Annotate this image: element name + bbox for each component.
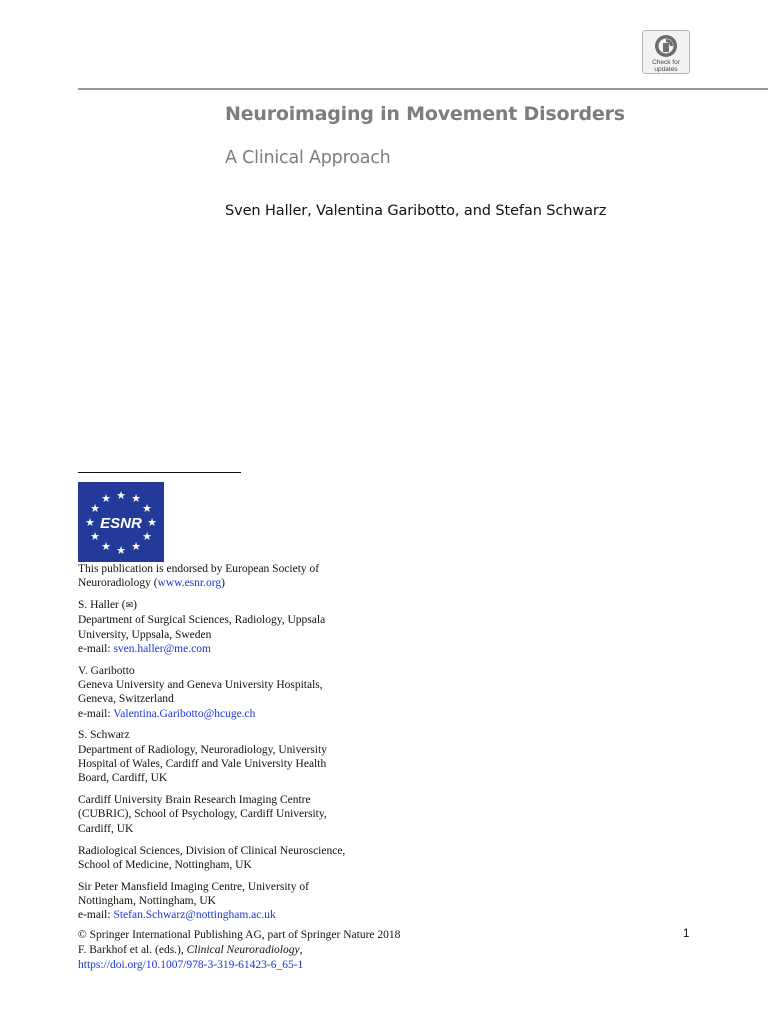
- svg-text:★: ★: [101, 492, 111, 505]
- affiliation-line: Geneva University and Geneva University Hospitals,: [78, 679, 323, 692]
- chapter-subtitle: A Clinical Approach: [225, 148, 391, 168]
- svg-text:★: ★: [116, 544, 126, 557]
- affiliation-line: Board, Cardiff, UK: [78, 772, 168, 785]
- footnote-rule: [78, 472, 241, 473]
- publication-footer: [78, 928, 698, 973]
- esnr-website-link[interactable]: www.esnr.org: [157, 577, 222, 590]
- email-link-schwarz[interactable]: Stefan.Schwarz@nottingham.ac.uk: [113, 909, 276, 922]
- affiliation-mansfield: [78, 880, 408, 923]
- svg-text:★: ★: [142, 530, 152, 543]
- envelope-icon: ✉: [125, 601, 134, 612]
- affiliation-line: Geneva, Switzerland: [78, 693, 174, 706]
- endorsement-line-2: Neuroradiology (www.esnr.org): [78, 577, 225, 590]
- email-link-garibotto[interactable]: Valentina.Garibotto@hcuge.ch: [113, 707, 256, 720]
- affiliation-name: S. Haller (✉): [78, 599, 137, 612]
- svg-text:★: ★: [101, 540, 111, 553]
- affiliation-haller: [78, 598, 408, 656]
- copyright-line: © Springer International Publishing AG, part of Springer Nature 2018: [78, 929, 401, 941]
- affiliation-email: e-mail: sven.haller@me.com: [78, 642, 211, 655]
- chapter-title: Neuroimaging in Movement Disorders: [225, 103, 625, 125]
- chapter-authors: Sven Haller, Valentina Garibotto, and Stefan Schwarz: [225, 203, 607, 219]
- book-title: Clinical Neuroradiology: [186, 944, 300, 956]
- svg-text:★: ★: [90, 530, 100, 543]
- check-for-updates-badge[interactable]: [642, 30, 690, 74]
- svg-text:★: ★: [131, 492, 141, 505]
- endorsement-note: [78, 562, 408, 591]
- svg-text:★: ★: [116, 489, 126, 502]
- check-for-updates-label: Check for updates: [652, 59, 680, 73]
- email-link-haller[interactable]: sven.haller@me.com: [113, 642, 211, 655]
- affiliation-line: Sir Peter Mansfield Imaging Centre, University of: [78, 880, 309, 893]
- affiliation-email: e-mail: Valentina.Garibotto@hcuge.ch: [78, 707, 256, 720]
- svg-text:★: ★: [90, 502, 100, 515]
- affiliation-line: University, Uppsala, Sweden: [78, 628, 212, 641]
- svg-text:★: ★: [85, 516, 95, 529]
- affiliation-name: V. Garibotto: [78, 664, 135, 677]
- header-rule: [78, 88, 768, 90]
- affiliation-line: Department of Surgical Sciences, Radiology, Uppsala: [78, 614, 326, 627]
- affiliation-garibotto: [78, 664, 408, 721]
- affiliation-nottingham-radiology: [78, 844, 408, 873]
- check-for-updates-icon: [653, 34, 679, 58]
- doi-link[interactable]: https://doi.org/10.1007/978-3-319-61423-6_65-1: [78, 959, 304, 971]
- affiliation-name: S. Schwarz: [78, 729, 130, 742]
- affiliation-schwarz: [78, 728, 408, 785]
- citation-line: F. Barkhof et al. (eds.), Clinical Neuroradiology,: [78, 944, 303, 956]
- esnr-logo-wordmark: ESNR: [100, 515, 142, 532]
- page-number: 1: [683, 928, 690, 940]
- affiliation-line: Cardiff, UK: [78, 822, 134, 835]
- affiliation-email: e-mail: Stefan.Schwarz@nottingham.ac.uk: [78, 909, 276, 922]
- svg-text:★: ★: [147, 516, 157, 529]
- footnotes: [78, 562, 408, 930]
- affiliation-cubric: [78, 793, 408, 836]
- svg-text:★: ★: [131, 540, 141, 553]
- affiliation-line: Nottingham, Nottingham, UK: [78, 894, 216, 907]
- affiliation-line: Radiological Sciences, Division of Clinical Neuroscience,: [78, 844, 346, 857]
- svg-text:★: ★: [142, 502, 152, 515]
- endorsement-line: This publication is endorsed by European Society of: [78, 563, 320, 575]
- affiliation-line: Hospital of Wales, Cardiff and Vale University Health: [78, 758, 327, 771]
- esnr-logo: [78, 482, 164, 562]
- affiliation-line: Department of Radiology, Neuroradiology, University: [78, 743, 327, 756]
- affiliation-line: Cardiff University Brain Research Imaging Centre: [78, 794, 311, 807]
- affiliation-line: School of Medicine, Nottingham, UK: [78, 858, 252, 871]
- affiliation-line: (CUBRIC), School of Psychology, Cardiff University,: [78, 808, 327, 821]
